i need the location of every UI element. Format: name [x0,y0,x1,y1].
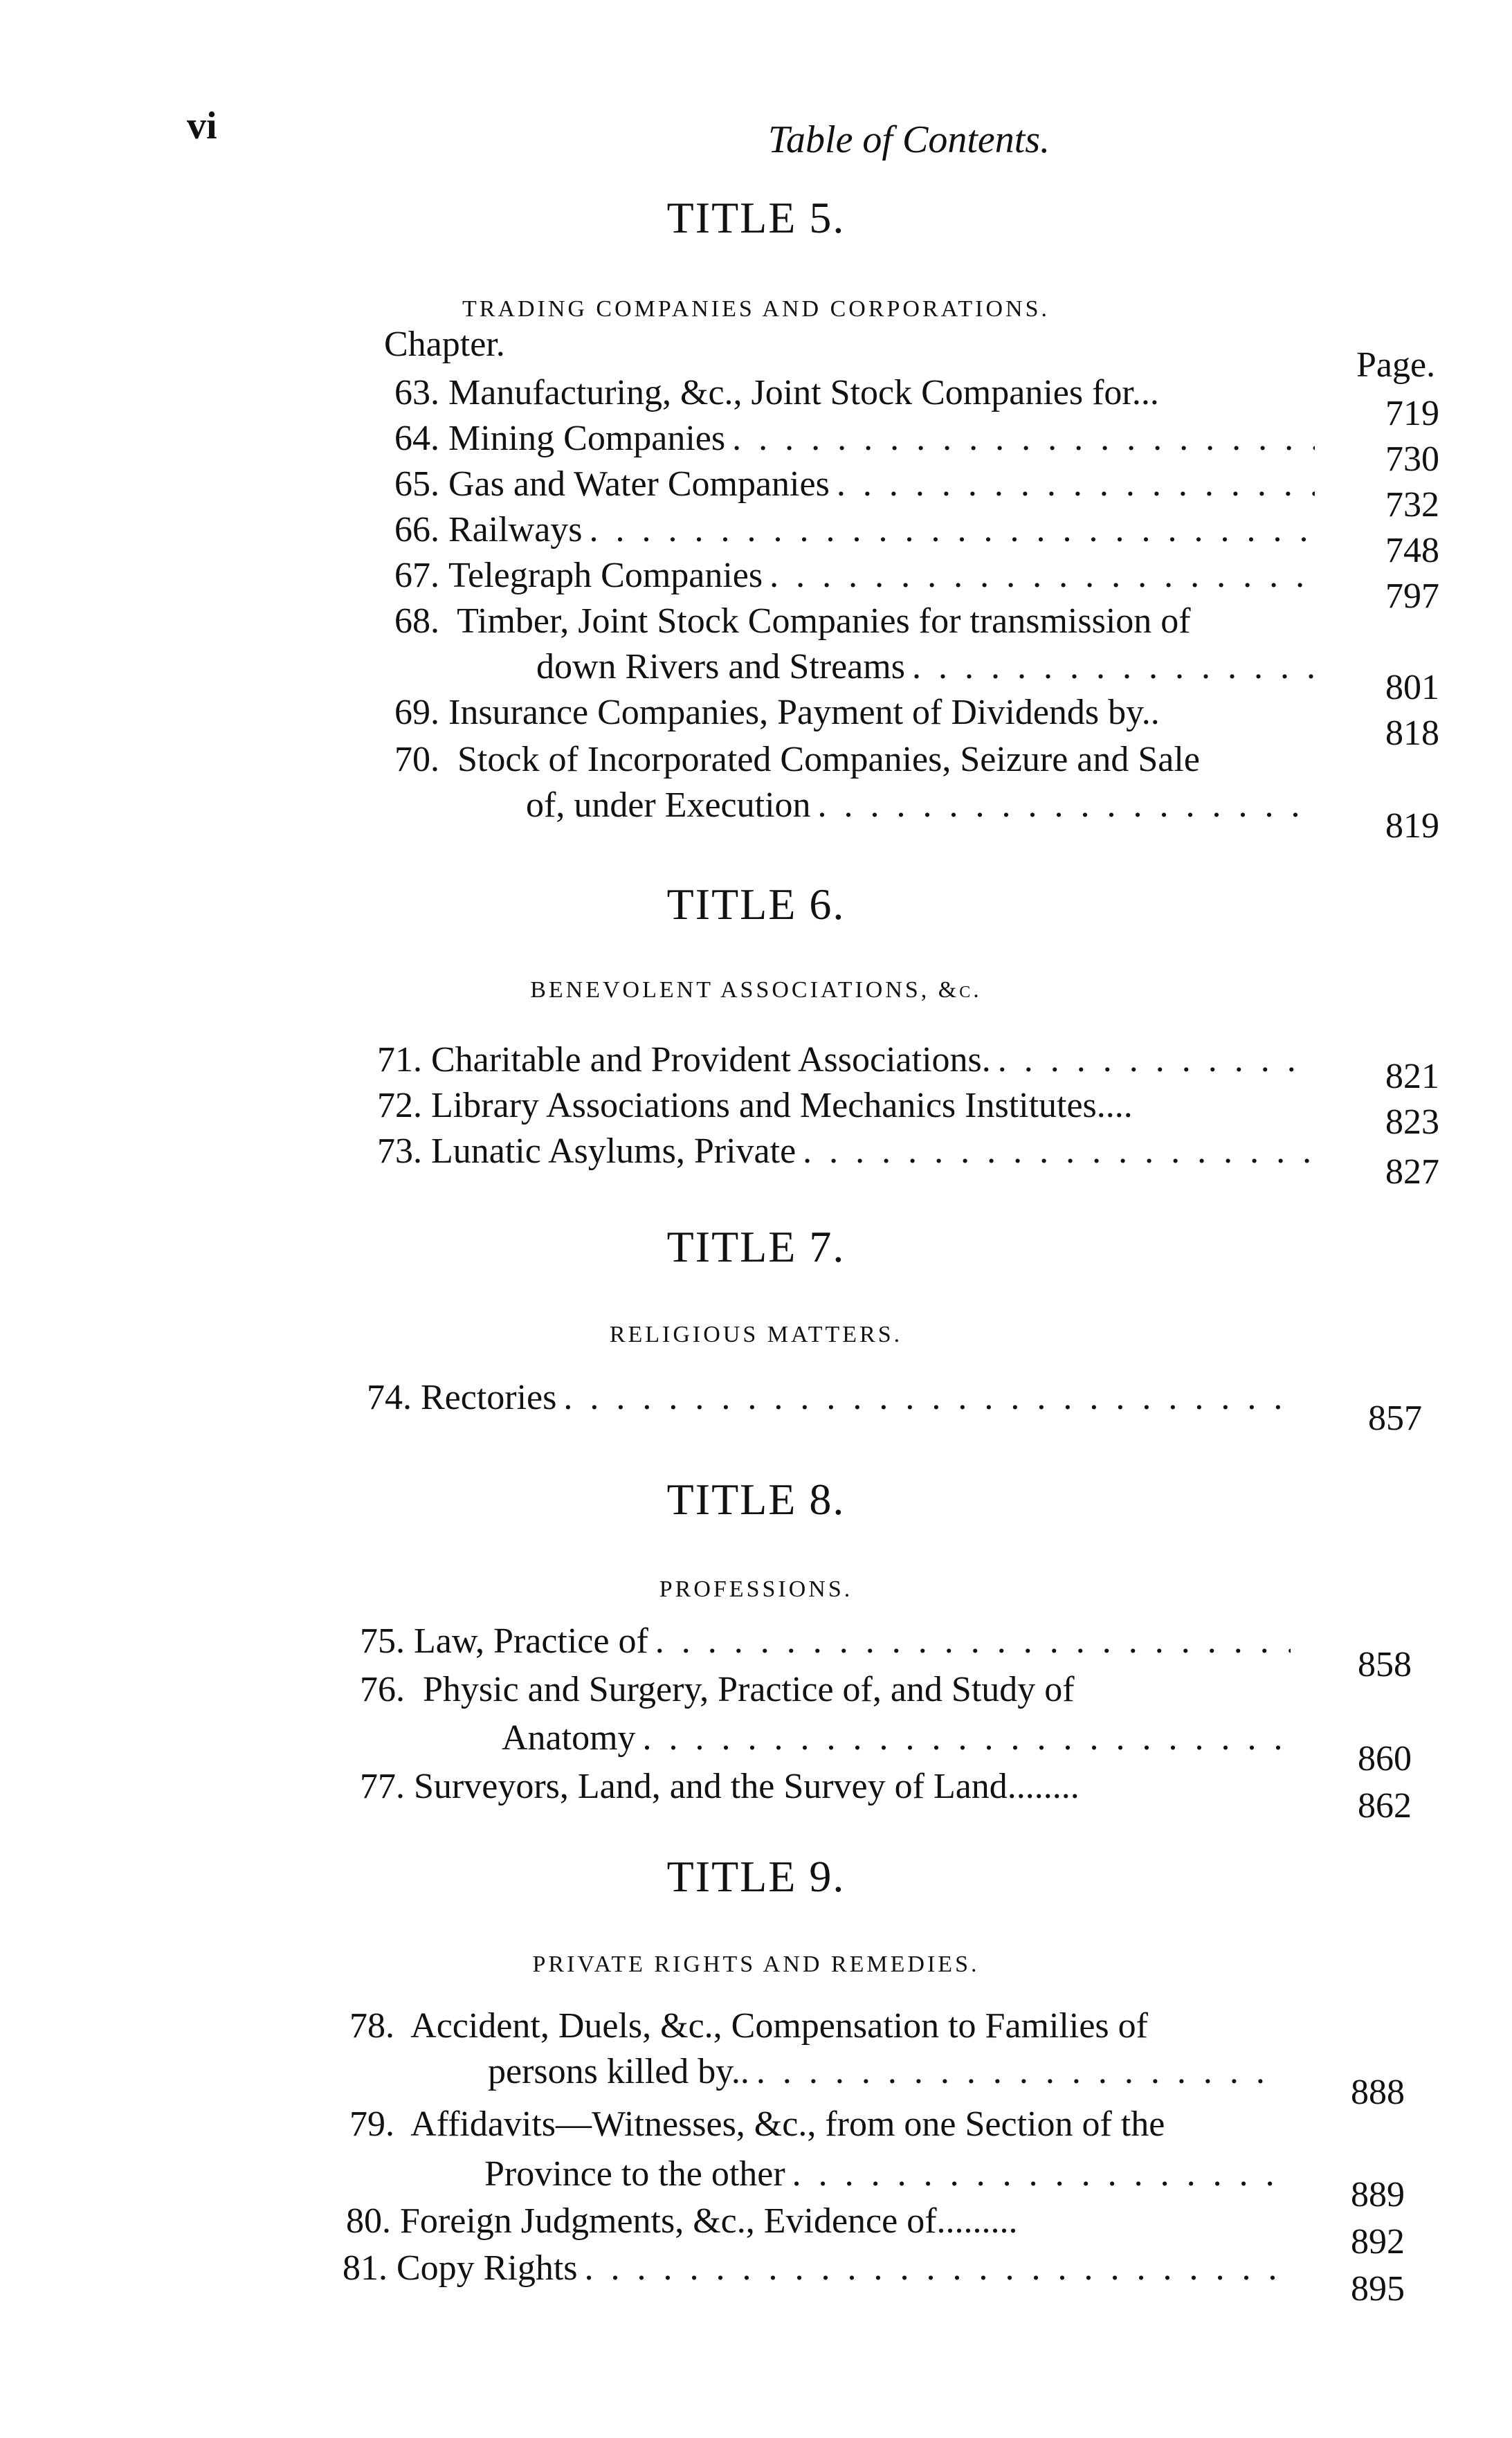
toc-entry-continuation [488,2051,1291,2092]
chapter-number: 70. [394,740,439,779]
page-number: 732 [1385,485,1439,525]
chapter-title: Foreign Judgments, &c., Evidence of......... [400,2201,1018,2241]
toc-entry[interactable] [360,1621,1297,1662]
chapter-number: 78. [349,2006,394,2046]
page-number: 895 [1351,2269,1405,2309]
chapter-number: 81. [343,2248,388,2288]
chapter-title-continued: of, under Execution [526,785,811,825]
dot-leader [563,1377,1297,1418]
chapter-number: 71. [377,1040,422,1080]
chapter-title: Lunatic Asylums, Private [431,1131,796,1171]
chapter-title: Copy Rights [397,2248,578,2288]
dot-leader [792,2154,1284,2194]
toc-entry[interactable] [367,1377,1304,1418]
toc-entry[interactable] [394,739,1200,780]
toc-entry[interactable] [349,2005,1148,2046]
toc-entry[interactable] [394,509,1322,550]
chapter-title: Stock of Incorporated Companies, Seizure and Sale [457,740,1200,779]
dot-leader [732,418,1315,459]
title-5-subheading: TRADING COMPANIES AND CORPORATIONS. [462,296,1050,322]
chapter-title: Insurance Companies, Payment of Dividends by.. [448,693,1160,732]
chapter-number: 76. [360,1670,405,1709]
title-8-heading: TITLE 8. [666,1475,846,1524]
dot-leader [655,1621,1291,1662]
toc-entry[interactable] [394,372,1322,413]
chapter-number: 73. [377,1131,422,1171]
dot-leader [818,785,1315,826]
page-number: 719 [1385,394,1439,433]
page-number: 748 [1385,531,1439,570]
page-number: 889 [1351,2175,1405,2214]
toc-entry[interactable] [377,1039,1322,1080]
chapter-title: Affidavits—Witnesses, &c., from one Section of the [410,2104,1165,2144]
chapter-title: Manufacturing, &c., Joint Stock Companies for... [448,373,1159,412]
toc-entry[interactable] [343,2248,1291,2289]
page-number: 858 [1358,1645,1412,1684]
title-9-subheading: PRIVATE RIGHTS AND REMEDIES. [532,1952,980,1977]
page-number: 801 [1385,668,1439,707]
chapter-title-continued: persons killed by.. [488,2052,749,2091]
chapter-title: Mining Companies [448,419,726,458]
title-7-subheading: RELIGIOUS MATTERS. [609,1322,903,1347]
chapter-number: 75. [360,1621,405,1661]
dot-leader [756,2051,1284,2092]
chapter-number: 64. [394,419,439,458]
chapter-title: Accident, Duels, &c., Compensation to Families of [410,2006,1148,2046]
dot-leader [998,1039,1315,1080]
toc-entry[interactable] [394,464,1322,504]
chapter-title: Law, Practice of [414,1621,648,1661]
dot-leader [590,509,1315,550]
page-label: Page. [1356,345,1436,385]
page-number: 821 [1385,1057,1439,1096]
title-6-subheading: BENEVOLENT ASSOCIATIONS, &c. [530,977,982,1003]
toc-entry[interactable] [394,692,1322,733]
title-9-heading: TITLE 9. [666,1852,846,1901]
chapter-title-continued: Province to the other [484,2154,785,2194]
chapter-number: 80. [346,2201,391,2241]
title-5-heading: TITLE 5. [666,193,846,242]
title-7-heading: TITLE 7. [666,1222,846,1271]
page-number: 819 [1385,806,1439,846]
chapter-title: Gas and Water Companies [448,464,830,504]
chapter-number: 67. [394,556,439,595]
chapter-number: 69. [394,693,439,732]
toc-entry-continuation [536,646,1322,687]
toc-entry[interactable] [394,418,1322,459]
chapter-label: Chapter. [384,325,505,364]
chapter-title: Surveyors, Land, and the Survey of Land........ [414,1767,1080,1806]
toc-entry-continuation [526,785,1322,826]
dot-leader [837,464,1315,504]
toc-entry[interactable] [346,2201,1291,2241]
chapter-number: 65. [394,464,439,504]
page-number: 892 [1351,2222,1405,2262]
page-number: 862 [1358,1786,1412,1826]
page-number: 818 [1385,713,1439,753]
toc-entry[interactable] [360,1669,1075,1710]
dot-leader [803,1131,1315,1172]
chapter-title: Railways [448,510,583,549]
page-number: 827 [1385,1152,1439,1192]
page-number: 888 [1351,2073,1405,2112]
page-number: 730 [1385,439,1439,479]
chapter-number: 77. [360,1767,405,1806]
page-number: 797 [1385,576,1439,616]
chapter-title-continued: Anatomy [502,1718,636,1758]
chapter-number: 68. [394,601,439,641]
chapter-number: 66. [394,510,439,549]
toc-entry[interactable] [360,1766,1297,1807]
chapter-title-continued: down Rivers and Streams [536,647,905,686]
toc-entry[interactable] [349,2104,1165,2145]
dot-leader [643,1718,1291,1758]
dot-leader [585,2248,1284,2289]
chapter-number: 74. [367,1378,412,1417]
title-8-subheading: PROFESSIONS. [659,1576,853,1602]
chapter-number: 72. [377,1086,422,1125]
running-title: Table of Contents. [768,118,1050,161]
dot-leader [912,646,1315,687]
title-6-heading: TITLE 6. [666,880,846,929]
toc-entry-continuation [484,2154,1291,2194]
page-number: 860 [1358,1739,1412,1779]
dot-leader [769,555,1315,596]
toc-entry[interactable] [377,1131,1322,1172]
chapter-title: Physic and Surgery, Practice of, and Study of [423,1670,1075,1709]
chapter-title: Timber, Joint Stock Companies for transmission of [457,601,1191,641]
chapter-title: Library Associations and Mechanics Institutes.... [431,1086,1133,1125]
page-number: 823 [1385,1102,1439,1142]
toc-entry[interactable] [394,601,1191,642]
chapter-title: Telegraph Companies [448,556,763,595]
chapter-number: 63. [394,373,439,412]
page-number: 857 [1368,1399,1422,1438]
chapter-title: Charitable and Provident Associations. [431,1040,991,1080]
chapter-title: Rectories [421,1378,557,1417]
page-folio: vi [187,104,217,147]
toc-entry[interactable] [394,555,1322,596]
toc-entry-continuation [502,1718,1297,1758]
chapter-number: 79. [349,2104,394,2144]
toc-entry[interactable] [377,1085,1322,1126]
